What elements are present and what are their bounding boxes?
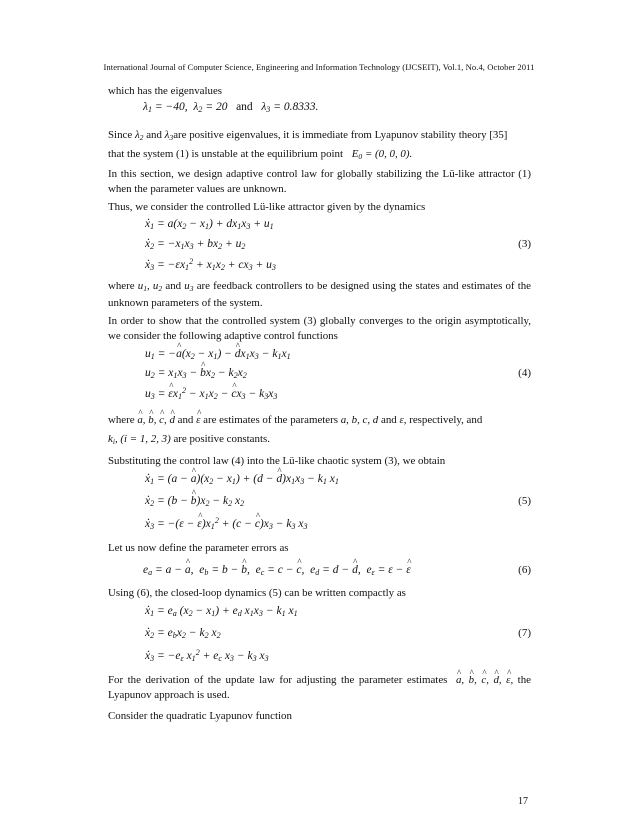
- equation-4-line-2: $u_2 = x_1x_3$ − ^ $bx_2 - k_2x_2$: [145, 367, 247, 380]
- equation-number: (6): [518, 564, 531, 576]
- equation-6: $e_a = a$ − ^ a, $e_b = b$ − ^ b, $e_c = c$ − ^ c, $e_d = d$ − ^ d, $e_\varepsilon = \varepsilon$ − ^ ε: [143, 564, 411, 577]
- paragraph: For the derivation of the update law for adjusting the parameter estimates ^ a, ^ b, ^ c, ^ d, ^ ε, the Lyapunov approach is used.: [108, 673, 531, 703]
- equation-number: (7): [518, 627, 531, 639]
- equation-4-line-1: $u_1$ = −^ $a(x_2 - x_1)$ − ^ $dx_1x_3 - k_1x_1$: [145, 348, 291, 361]
- paragraph: Thus, we consider the controlled Lü-like attractor given by the dynamics: [108, 201, 426, 213]
- paragraph: Let us now define the parameter errors as: [108, 542, 289, 554]
- paragraph: Substituting the control law (4) into the Lü-like chaotic system (3), we obtain: [108, 455, 446, 467]
- paragraph: which has the eigenvalues: [108, 85, 223, 97]
- paragraph: Consider the quadratic Lyapunov function: [108, 710, 292, 722]
- paragraph: Since $\lambda_2$ and $\lambda_3are$ positive eigenvalues, it is immediate from Lyapunov stability theory [35]: [108, 129, 508, 142]
- paragraph: where $u_1$, $u_2$ and $u_3$ are feedback controllers to be designed using the states and estimates of the unknown parameters of the system.: [108, 280, 532, 309]
- journal-header: International Journal of Computer Science, Engineering and Information Technology (IJCSEIT), Vol.1, No.4, October 2011: [103, 62, 535, 72]
- paragraph: In order to show that the controlled system (3) globally converges to the origin asymptotically, we consider the following adaptive control functions: [108, 315, 531, 342]
- equation-number: (5): [518, 495, 531, 507]
- equation-7-line-1: . $x_1 = e_a$ $(x_2 - x_1) + e_d$ $x_1x_3 - k_1$ $x_1$: [145, 605, 298, 618]
- equation-3-line-1: . $x_1 = a(x_2 - x_1) + dx_1x_3 + u_1$: [145, 218, 274, 231]
- paragraph: where ^ a, ^ b, ^ c, ^ d and ^ ε are estimates of the parameters a, b, c, d and ε, respectively, and: [108, 413, 531, 428]
- equation-number: (3): [518, 238, 531, 250]
- paragraph: that the system (1) is unstable at the equilibrium point $E_0 = (0$, 0, 0).: [108, 148, 413, 161]
- eigenvalues-equation: $\lambda_1 = -40$, $\lambda_2 = 20$ and $\lambda_3 = 0.8333$.: [143, 101, 319, 114]
- paragraph: $k_i$, (i = 1, 2, 3) are positive constants.: [108, 433, 270, 446]
- equation-5-line-1: . $x_1 = (a$ − ^ $a)(x_2 - x_1) + (d$ − ^ $d)x_1x_3 - k_1$ $x_1$: [145, 473, 339, 486]
- equation-7-line-3: . $x_3 = -e_\varepsilon$ $x_1^2 + e_c$ $x_3 - k_3$ $x_3$: [145, 648, 269, 663]
- equation-3-line-3: . $x_3 = -\varepsilon x_1^2 + x_1x_2 + cx_3 + u_3$: [145, 257, 276, 272]
- equation-5-line-2: . $x_2 = (b$ − ^ $b)x_2 - k_2$ $x_2$: [145, 495, 244, 508]
- equation-5-line-3: . $x_3 = -(\varepsilon$ − ^ $\varepsilon)x_1^2 + (c$ − ^ $c)x_3 - k_3$ $x_3$: [145, 516, 308, 531]
- equation-4-line-3: $u_3$ = ^ $\varepsilon x_1^2 - x_1x_2$ − ^ $cx_3 - k_3x_3$: [145, 386, 277, 401]
- equation-number: (4): [518, 367, 531, 379]
- paragraph: Using (6), the closed-loop dynamics (5) can be written compactly as: [108, 587, 406, 599]
- equation-3-line-2: . $x_2 = -x_1x_3 + bx_2 + u_2$: [145, 238, 245, 251]
- page-number: 17: [518, 796, 528, 807]
- paragraph: In this section, we design adaptive control law for globally stabilizing the Lü-like attractor (1) when the parameter values are unknown.: [108, 168, 531, 195]
- equation-7-line-2: . $x_2 = e_bx_2 - k_2$ $x_2$: [145, 627, 221, 640]
